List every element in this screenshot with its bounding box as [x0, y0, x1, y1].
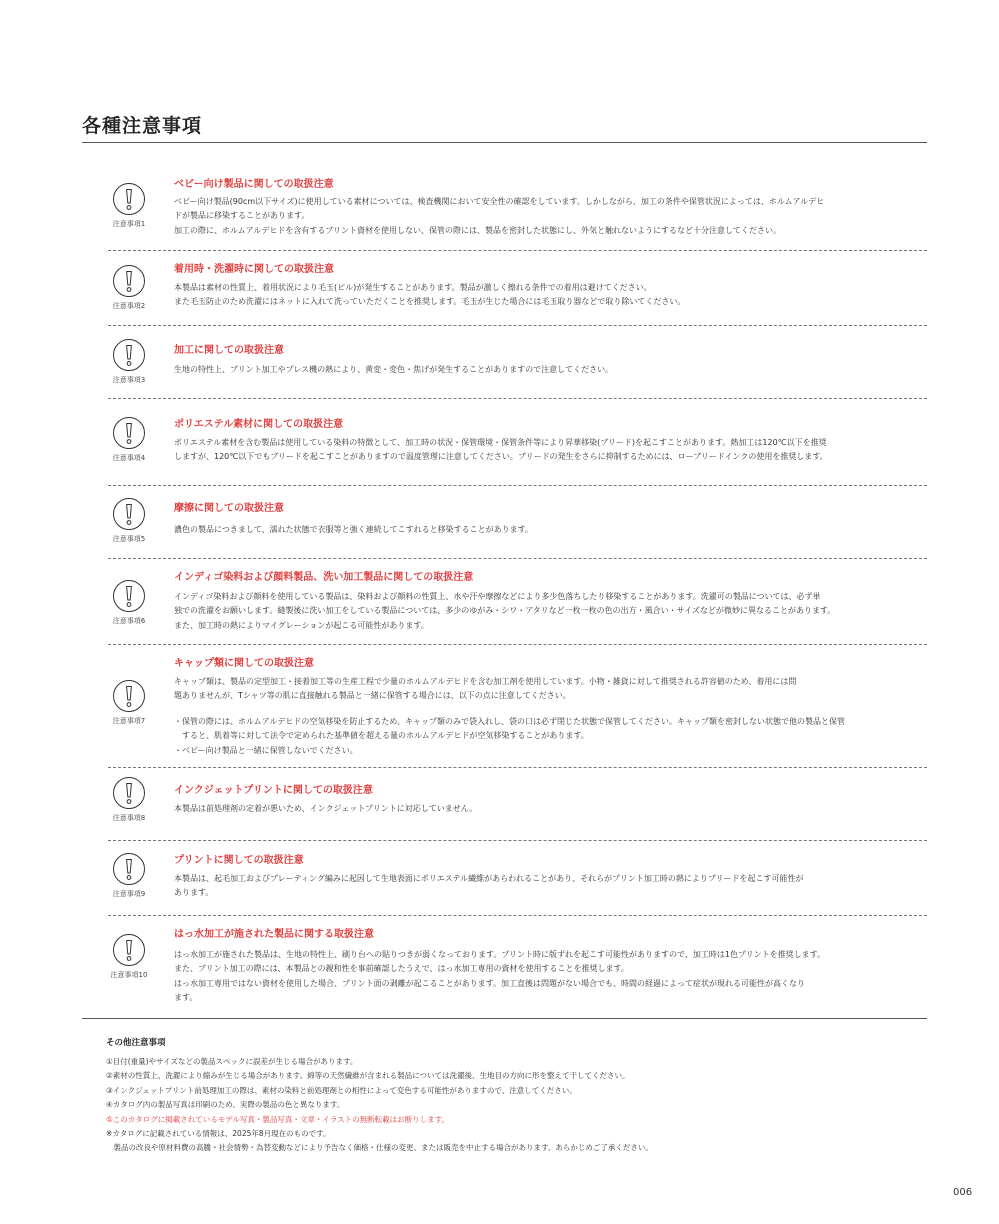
caution-3-icon-block	[104, 338, 154, 385]
caution-label: 注意事項2	[112, 302, 146, 310]
other-notes-list	[106, 1055, 653, 1156]
caution-label: 注意事項7	[112, 717, 146, 725]
caution-label: 注意事項4	[112, 454, 146, 462]
caution-label: 注意事項5	[112, 535, 146, 543]
caution-body-line: しますが、120℃以下でもブリードを起こすことがありますので温度管理に注意してください。ブリードの発生をさらに抑制するためには、ローブリードインクの使用を推奨します。	[174, 452, 828, 462]
caution-8-icon-block	[104, 776, 154, 823]
other-note-item: ③インクジェットプリント前処理加工の際は、素材の染料と前処理剤との相性によって変色する可能性がありますので、注意してください。	[106, 1085, 577, 1095]
exclamation-circle-icon	[104, 416, 154, 450]
caution-label: 注意事項10	[110, 971, 148, 979]
caution-body-line: 独での洗濯をお願いします。縫製後に洗い加工をしている製品については、多少のゆがみ・シワ・アタリなど一枚一枚の色の出方・風合い・サイズなどが微妙に異なることがあります。	[174, 606, 836, 616]
caution-body	[174, 436, 904, 465]
caution-5-icon-block	[104, 497, 154, 544]
dashed-divider	[108, 250, 927, 251]
caution-body-line: はっ水加工専用ではない資材を使用した場合、プリント面の剥離が起こることがあります。加工直後は問題がない場合でも、時間の経過によって症状が現れる可能性が高くなり	[174, 978, 806, 988]
caution-body-line: また、加工時の熱によりマイグレーションが起こる可能性があります。	[174, 620, 429, 630]
caution-body	[174, 948, 904, 1005]
other-note-item: ※カタログに記載されている情報は、2025年8月現在のものです。	[106, 1129, 331, 1139]
dashed-divider	[108, 325, 927, 326]
page-title: 各種注意事項	[82, 115, 203, 137]
exclamation-circle-icon	[104, 852, 154, 886]
caution-heading: ベビー向け製品に関しての取扱注意	[174, 179, 334, 190]
caution-body-line: インディゴ染料および顔料を使用している製品は、染料および顔料の性質上、水や汗や摩擦などにより多少色落ちしたり移染することがあります。洗濯可の製品については、必ず単	[174, 592, 821, 601]
title-divider	[82, 142, 927, 143]
caution-label: 注意事項1	[112, 220, 146, 228]
exclamation-circle-icon	[104, 776, 154, 810]
exclamation-circle-icon	[104, 933, 154, 967]
caution-4-icon-block	[104, 416, 154, 463]
dashed-divider	[108, 398, 927, 399]
caution-body	[174, 523, 904, 537]
caution-body-line: キャップ類は、製品の定型加工・接着加工等の生産工程で少量のホルムアルデヒドを含む加工剤を使用しています。小物・雑貨に対して推奨される許容値のため、着用には問	[174, 677, 797, 686]
other-note-item: ①目付(重量)やサイズなどの製品スペックに誤差が生じる場合があります。	[106, 1057, 358, 1066]
caution-body-line: あります。	[174, 888, 214, 898]
caution-heading: インクジェットプリントに関しての取扱注意	[174, 785, 373, 796]
other-note-item: ④カタログ内の製品写真は印刷のため、実際の製品の色と異なります。	[106, 1100, 345, 1110]
caution-7-icon-block	[104, 679, 154, 726]
caution-heading: キャップ類に関しての取扱注意	[174, 658, 314, 669]
caution-label: 注意事項8	[112, 814, 146, 822]
caution-body	[174, 872, 904, 901]
other-note-item: ⑤このカタログに掲載されているモデル写真・製品写真・文章・イラストの無断転載はお断りします。	[106, 1114, 450, 1124]
caution-heading: 摩擦に関しての取扱注意	[174, 503, 284, 514]
caution-body-line: また、プリント加工の際には、本製品との親和性を事前確認したうえで、はっ水加工専用の資材を使用することを推奨します。	[174, 964, 629, 974]
caution-6-icon-block	[104, 579, 154, 626]
caution-heading: ポリエステル素材に関しての取扱注意	[174, 419, 344, 430]
other-note-item: ②素材の性質上、洗濯により縮みが生じる場合があります。綿等の天然繊維が含まれる製品については洗濯後、生地目の方向に形を整えて干してください。	[106, 1071, 630, 1081]
caution-heading: 着用時・洗濯時に関しての取扱注意	[174, 264, 334, 275]
exclamation-circle-icon	[104, 679, 154, 713]
bottom-divider	[82, 1018, 927, 1019]
caution-body-line: ます。	[174, 992, 198, 1002]
caution-heading: 加工に関しての取扱注意	[174, 345, 284, 356]
dashed-divider	[108, 840, 927, 841]
caution-body-line: ドが製品に移染することがあります。	[174, 211, 310, 221]
caution-9-icon-block	[104, 852, 154, 899]
caution-body-line: 濃色の製品につきまして、濡れた状態で衣服等と強く連続してこすれると移染することがあります。	[174, 525, 534, 534]
caution-10-icon-block	[104, 933, 154, 980]
caution-heading: プリントに関しての取扱注意	[174, 855, 304, 866]
caution-body-line: 生地の特性上、プリント加工やプレス機の熱により、黄変・変色・焦げが発生することがありますので注意してください。	[174, 365, 614, 374]
exclamation-circle-icon	[104, 264, 154, 298]
caution-body-line: 題ありませんが、Tシャツ等の肌に直接触れる製品と一緒に保管する場合には、以下の点に注意してください。	[174, 691, 571, 701]
dashed-divider	[108, 644, 927, 645]
caution-heading: インディゴ染料および顔料製品、洗い加工製品に関しての取扱注意	[174, 572, 474, 583]
caution-body-line: また毛玉防止のため洗濯にはネットに入れて洗っていただくことを推奨します。毛玉が生じた場合には毛玉取り器などで取り除いてください。	[174, 297, 686, 307]
caution-bullet-item: ・ベビー向け製品と一緒に保管しないでください。	[174, 745, 358, 755]
exclamation-circle-icon	[104, 497, 154, 531]
caution-label: 注意事項9	[112, 890, 146, 898]
caution-body	[174, 675, 904, 704]
caution-body-line: 本製品は前処理剤の定着が悪いため、インクジェットプリントに対応していません。	[174, 804, 478, 813]
exclamation-circle-icon	[104, 338, 154, 372]
caution-bullet-item: ・保管の際には、ホルムアルデヒドの空気移染を防止するため、キャップ類のみで袋入れし、袋の口は必ず閉じた状態で保管してください。キャップ類を密封しない状態で他の製品と保管	[174, 717, 846, 726]
caution-body-line: 加工の際に、ホルムアルデヒドを含有するプリント資材を使用しない、保管の際には、製品を密封した状態にし、外気と触れないようにするなど十分注意してください。	[174, 225, 782, 235]
caution-body-line: ポリエステル素材を含む製品は使用している染料の特徴として、加工時の状況・保管環境・保管条件等により昇華移染(ブリード)を起こすことがあります。熱加工は120℃以下を推奨	[174, 438, 827, 447]
caution-bullet-item: すると、肌着等に対して法令で定められた基準値を超える量のホルムアルデヒドが空気移染することがあります。	[174, 731, 589, 741]
caution-bullet-list	[174, 715, 904, 758]
page-number: 006	[953, 1187, 973, 1198]
caution-body	[174, 590, 904, 633]
caution-body-line: ベビー向け製品(90cm以下サイズ)に使用している素材については、検査機関において安全性の確認をしています。しかしながら、加工の条件や保管状況によっては、ホルムアルデヒ	[174, 197, 825, 206]
caution-body	[174, 195, 904, 238]
dashed-divider	[108, 915, 927, 916]
dashed-divider	[108, 767, 927, 768]
dashed-divider	[108, 485, 927, 486]
caution-1-icon-block	[104, 182, 154, 229]
caution-body-line: 本製品は素材の性質上、着用状況により毛玉(ピル)が発生することがあります。製品が激しく擦れる条件での着用は避けてください。	[174, 283, 652, 292]
other-note-item: 製品の改良や原材料費の高騰・社会情勢・為替変動などにより予告なく価格・仕様の変更、または販売を中止する場合があります。あらかじめご了承ください。	[106, 1143, 653, 1153]
caution-body	[174, 363, 904, 377]
other-notes-title: その他注意事項	[106, 1038, 166, 1048]
caution-body	[174, 802, 904, 816]
caution-body-line: 本製品は、起毛加工およびプレーティング編みに起因して生地表面にポリエステル繊維があらわれることがあり、それらがプリント加工時の熱によりブリードを起こす可能性が	[174, 874, 804, 883]
caution-label: 注意事項3	[112, 376, 146, 384]
caution-2-icon-block	[104, 264, 154, 311]
caution-body-line: はっ水加工が施された製品は、生地の特性上、刷り台への貼りつきが弱くなっております。プリント時に版ずれを起こす可能性がありますので、加工時は1色プリントを推奨します。	[174, 950, 826, 959]
exclamation-circle-icon	[104, 579, 154, 613]
caution-body	[174, 281, 904, 310]
caution-label: 注意事項6	[112, 617, 146, 625]
caution-heading: はっ水加工が施された製品に関する取扱注意	[174, 929, 374, 940]
dashed-divider	[108, 558, 927, 559]
exclamation-circle-icon	[104, 182, 154, 216]
